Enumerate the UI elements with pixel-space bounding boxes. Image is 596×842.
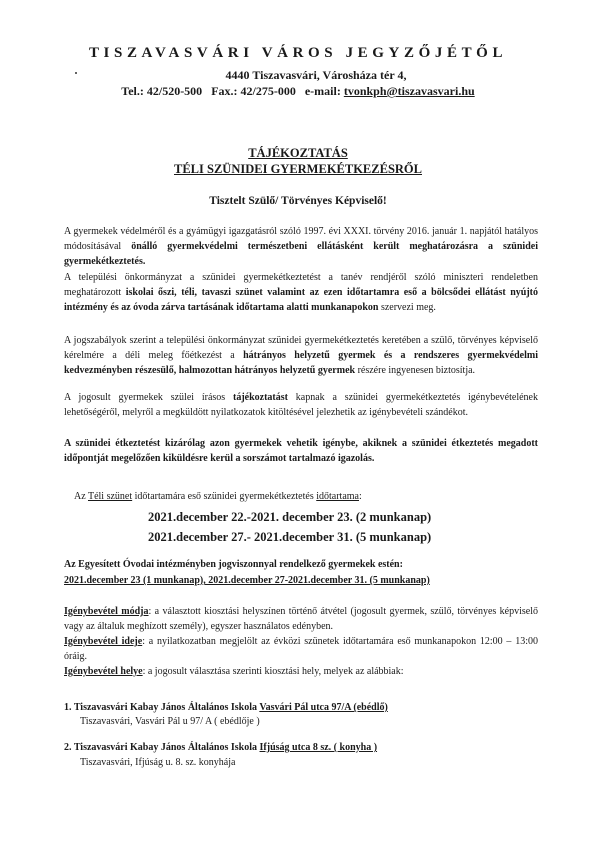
kindergarten-note: Az Egyesített Óvodai intézményben jogviszonnyal rendelkező gyermekek estén: (64, 559, 403, 570)
paragraph-notification: A jogosult gyermekek szülei írásos tájékoztatást kapnak a szünidei gyermekétkeztetés igénybevételének lehetőségéről, melyről a megküldött nyilatkozatok kitöltésével jelezhetik az igénybevételi szándékot. (64, 392, 538, 418)
date-range-2: 2021.december 27.- 2021.december 31. (5 munkanap) (148, 530, 432, 544)
kindergarten-dates: 2021.december 23 (1 munkanap), 2021.december 27-2021.december 31. (5 munkanap) (64, 575, 430, 586)
document-title: TÁJÉKOZTATÁS (248, 146, 348, 160)
location-1-title: 1. Tiszavasvári Kabay János Általános Iskola Vasvári Pál utca 97/A (ebédlő) (64, 702, 388, 713)
time-line: Igénybevétel ideje: a nyilatkozatban megjelölt az évközi szünetek időtartamára eső munkanapokon 12:00 – 13:00 óráig. (64, 636, 538, 662)
service-details (64, 604, 538, 679)
paragraph-eligibility: A jogszabályok szerint a települési önkormányzat szünidei gyermekétkeztetés keretében a szülő, törvényes képviselő kérelmére a déli meleg főétkezést a hátrányos helyzetű gyermek és a rendszeres gyermekvédelmi kedvezményben részesülő, halmozottan hátrányos helyzetű gyermek részére ingyenesen biztosítja. (64, 335, 539, 376)
letterhead-title: TISZAVASVÁRI VÁROS JEGYZŐJÉTŐL (88, 45, 508, 61)
document-subtitle: TÉLI SZÜNIDEI GYERMEKÉTKEZÉSRŐL (174, 162, 422, 176)
paragraph-law: A gyermekek védelméről és a gyámügyi igazgatásról szóló 1997. évi XXXI. törvény 2016. január 1. napjától hatályos módosításával önálló gyermekvédelmi természetbeni ellátásként került meghatározásra a szünidei gyermekétkeztetés. (64, 226, 538, 267)
period-intro: Az Téli szünet időtartamára eső szünidei gyermekétkeztetés időtartama: (74, 491, 362, 502)
fax-number: Fax.: 42/275-000 (211, 84, 296, 98)
phone-number: Tel.: 42/520-500 (121, 84, 203, 98)
place-line: Igénybevétel helye: a jogosult választása szerinti kiosztási hely, melyek az alábbiak: (64, 666, 404, 677)
letterhead-contact (0, 84, 596, 99)
location-2-address: Tiszavasvári, Ifjúság u. 8. sz. konyhája (80, 757, 236, 768)
paragraph-organisation: A települési önkormányzat a szünidei gyermekétkeztetést a tanév rendjéről szóló miniszteri rendeletben meghatározott iskolai őszi, téli, tavaszi szünet valamint az ezen időtartamra eső a bölcsődei ellátást nyújtó intézmény és az óvoda zárva tartásának időtartama alatti munkanapokon szervezi meg. (64, 272, 538, 313)
location-2-title: 2. Tiszavasvári Kabay János Általános Iskola Ifjúság utca 8 sz. ( konyha ) (64, 742, 378, 753)
mode-line: Igénybevétel módja: a választott kiosztási helyszínen történő átvétel (jogosult gyermek, szülő, törvényes képviselő vagy az általuk meghízott személy), egyszer használatos edényben. (64, 606, 538, 632)
email-link[interactable]: tvonkph@tiszavasvari.hu (343, 84, 475, 98)
email-label: e-mail: (304, 84, 341, 98)
salutation: Tisztelt Szülő/ Törvényes Képviselő! (209, 195, 387, 207)
letterhead-address: 4440 Tiszavasvári, Városháza tér 4, (225, 68, 407, 82)
date-range-1: 2021.december 22.-2021. december 23. (2 munkanap) (148, 510, 432, 524)
location-1-address: Tiszavasvári, Vasvári Pál u 97/ A ( ebédlője ) (80, 716, 260, 727)
paragraph-certificate: A szünidei étkeztetést kizárólag azon gyermekek vehetik igénybe, akiknek a szünidei étkeztetés megadott időpontját megelőzően kiküldésre kerül a sorszámot tartalmazó igazolás. (64, 438, 538, 464)
